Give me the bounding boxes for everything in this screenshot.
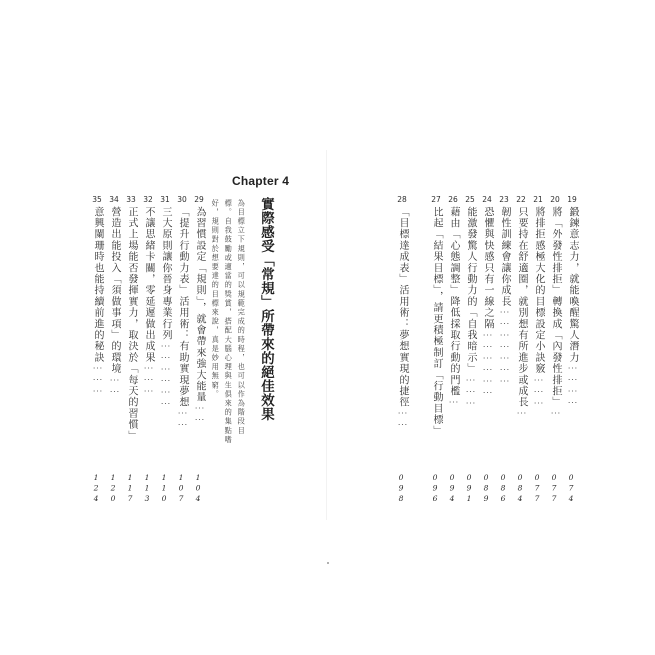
page-dot <box>327 562 329 564</box>
toc-entry-title: 三大原則讓你晉身專業行列 <box>160 206 171 341</box>
toc-entry-title: 「目標達成表」活用術：夢想實現的捷徑 <box>397 206 408 409</box>
toc-leader: ⋯⋯⋯⋯ <box>567 363 578 410</box>
toc-entry-number: 34 <box>109 195 119 204</box>
toc-leader: ⋯⋯ <box>397 408 408 432</box>
toc-entry-title: 意興闌珊時也能持續前進的秘訣 <box>92 206 103 364</box>
toc-page-number: 077 <box>549 473 559 505</box>
toc-leader: ⋯⋯⋯ <box>92 363 103 398</box>
toc-entry-title: 「提升行動力表」活用術：有助實現夢想 <box>177 206 188 409</box>
toc-entry[interactable] <box>481 196 493 399</box>
toc-page-number: 110 <box>159 473 169 505</box>
toc-page-number: 098 <box>396 473 406 505</box>
toc-leader: ⋯⋯⋯⋯⋯⋯⋯ <box>499 307 510 388</box>
toc-entry[interactable] <box>142 196 154 398</box>
toc-page-number: 113 <box>142 473 152 505</box>
chapter-intro-line: 好，規則對於想要達的目標來說，真是妙用無窮。 <box>211 199 221 400</box>
toc-entry-number: 35 <box>92 195 102 204</box>
toc-page-number: 117 <box>125 473 135 505</box>
toc-entry[interactable] <box>91 196 103 398</box>
toc-entry[interactable] <box>159 196 171 410</box>
toc-entry[interactable] <box>176 196 188 431</box>
toc-entry[interactable] <box>549 196 561 420</box>
toc-entry-number: 24 <box>482 195 492 204</box>
toc-entry-title: 比起「結果目標」，請更積極制訂「行動目標」 <box>431 206 442 437</box>
toc-entry-number: 28 <box>397 195 407 204</box>
toc-entry-title: 為習慣設定「規則」，就會帶來強大能量 <box>194 206 205 404</box>
toc-leader: ⋯⋯⋯⋯⋯⋯ <box>160 340 171 410</box>
toc-entry-number: 27 <box>431 195 441 204</box>
toc-page-number: 086 <box>498 473 508 505</box>
toc-entry[interactable] <box>498 196 510 388</box>
toc-page-number: 084 <box>515 473 525 505</box>
toc-page-number: 074 <box>566 473 576 505</box>
toc-entry-number: 30 <box>177 195 187 204</box>
toc-entry[interactable] <box>125 196 137 442</box>
toc-entry-title: 只要持在舒適圈，就別想有所進步或成長 <box>516 206 527 409</box>
toc-page-number: 120 <box>108 473 118 505</box>
toc-entry[interactable] <box>108 196 120 398</box>
toc-page-number: 124 <box>91 473 101 505</box>
toc-entry-title: 營造出能投入「須做事項」的環境 <box>109 206 120 375</box>
toc-entry-title: 藉由「心態調整」降低採取行動的門檻 <box>448 206 459 397</box>
toc-entry-title: 能激發驚人行動力的「自我暗示」 <box>465 206 476 375</box>
toc-entry[interactable] <box>532 196 544 409</box>
toc-entry[interactable] <box>566 196 578 409</box>
toc-entry[interactable] <box>464 196 476 409</box>
toc-page-number: 096 <box>430 473 440 505</box>
toc-entry[interactable] <box>447 196 459 408</box>
chapter-tag: Chapter 4 <box>232 174 290 188</box>
toc-page-number: 077 <box>532 473 542 505</box>
toc-entry-title: 不讓思緒卡關，零延遲做出成果 <box>143 206 154 364</box>
toc-entry-number: 31 <box>160 195 170 204</box>
toc-entry-number: 26 <box>448 195 458 204</box>
toc-page-number: 107 <box>176 473 186 505</box>
toc-leader: ⋯ <box>448 396 459 409</box>
toc-leader: ⋯⋯⋯ <box>143 363 154 398</box>
toc-entry[interactable] <box>193 196 205 426</box>
page-gutter <box>326 150 327 520</box>
toc-entry-number: 19 <box>567 195 577 204</box>
toc-entry[interactable] <box>396 196 408 431</box>
toc-leader: ⋯⋯ <box>177 408 188 432</box>
toc-entry-number: 21 <box>533 195 543 204</box>
toc-leader: ⋯⋯ <box>194 403 205 427</box>
toc-entry-number: 23 <box>499 195 509 204</box>
toc-page-number: 104 <box>193 473 203 505</box>
toc-entry-number: 29 <box>194 195 204 204</box>
toc-page-number: 089 <box>481 473 491 505</box>
toc-leader: ⋯ <box>550 408 561 420</box>
toc-entry-title: 將「外發性排拒」轉換成「內發性排拒」 <box>550 206 561 409</box>
toc-page-number: 091 <box>464 473 474 505</box>
toc-entry-title: 將排拒感極大化的目標設定小訣竅 <box>533 206 544 375</box>
toc-entry-number: 22 <box>516 195 526 204</box>
toc-leader: ⋯ <box>516 408 527 420</box>
toc-entry-number: 25 <box>465 195 475 204</box>
toc-leader: ⋯⋯⋯ <box>465 374 476 409</box>
toc-leader: ⋯⋯⋯ <box>533 374 544 409</box>
toc-entry[interactable] <box>430 196 442 437</box>
toc-page-number: 094 <box>447 473 457 505</box>
chapter-title: 實際感受「常規」所帶來的絕佳效果 <box>258 197 275 421</box>
toc-entry-title: 正式上場能否發揮實力，取決於「每天的習慣」 <box>126 206 137 442</box>
toc-leader: ⋯⋯ <box>109 374 120 398</box>
toc-entry-number: 33 <box>126 195 136 204</box>
toc-leader: ⋯⋯⋯⋯⋯⋯ <box>482 329 493 399</box>
toc-entry-number: 20 <box>550 195 560 204</box>
toc-entry-title: 恐懼與快感只有一線之隔 <box>482 206 493 330</box>
toc-entry-title: 韌性訓練會讓你成長 <box>499 206 510 308</box>
toc-entry-title: 鍛鍊意志力，就能喚醒驚人潛力 <box>567 206 578 364</box>
chapter-intro-line: 為目標立下規則，可以規範完成的時程，也可以作為階段目 <box>237 199 247 436</box>
toc-entry[interactable] <box>515 196 527 420</box>
chapter-intro-line: 標。自我鼓勵或適當的獎賞，搭配大腦心理與生俱來的集點嗜 <box>224 199 234 445</box>
toc-entry-number: 32 <box>143 195 153 204</box>
